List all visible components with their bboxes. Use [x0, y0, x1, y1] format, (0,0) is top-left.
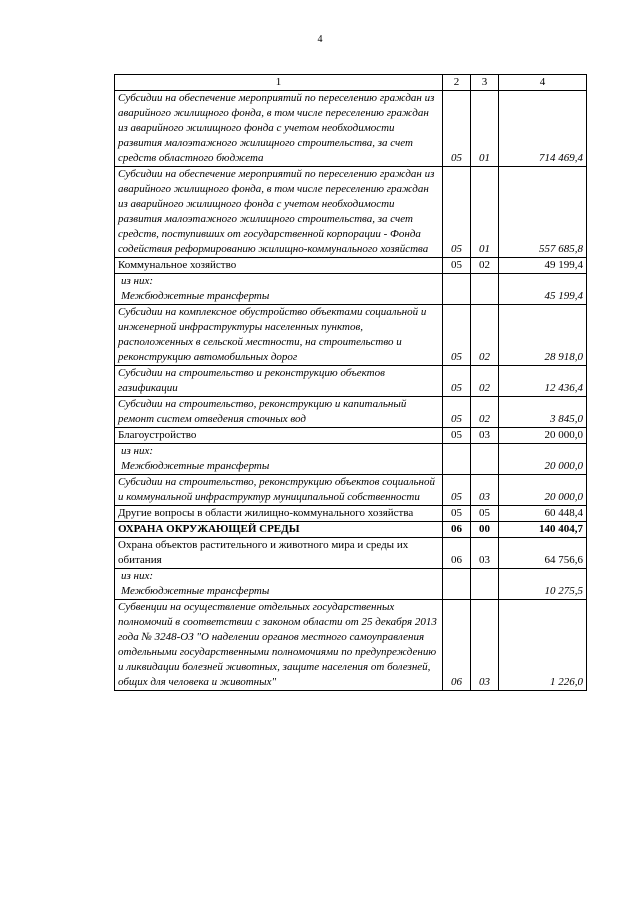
column-header-subsection: 3 — [471, 75, 499, 91]
row-amount: 20 000,0 — [499, 444, 587, 475]
row-subsection — [471, 444, 499, 475]
row-subsection — [471, 274, 499, 305]
row-section — [443, 569, 471, 600]
table-row — [115, 538, 587, 569]
row-amount: 12 436,4 — [499, 366, 587, 397]
row-subsection: 02 — [471, 258, 499, 274]
table-row — [115, 91, 587, 167]
row-name: Субсидии на комплексное обустройство объектами социальной и инженерной инфраструктуры населенных пунктов, расположенных в сельской местности, на строительство и реконструкцию автомобильных дорог — [115, 305, 443, 366]
row-name: Коммунальное хозяйство — [115, 258, 443, 274]
table-row — [115, 600, 587, 691]
column-header-name: 1 — [115, 75, 443, 91]
row-section — [443, 444, 471, 475]
row-subsection: 03 — [471, 600, 499, 691]
table-row — [115, 258, 587, 274]
row-amount: 140 404,7 — [499, 522, 587, 538]
row-section: 05 — [443, 506, 471, 522]
row-amount: 60 448,4 — [499, 506, 587, 522]
row-section: 05 — [443, 397, 471, 428]
row-section: 05 — [443, 305, 471, 366]
row-name: Другие вопросы в области жилищно-коммунального хозяйства — [115, 506, 443, 522]
table-row — [115, 397, 587, 428]
row-name: из них: Межбюджетные трансферты — [115, 274, 443, 305]
row-section: 05 — [443, 475, 471, 506]
column-header-section: 2 — [443, 75, 471, 91]
row-subsection: 01 — [471, 167, 499, 258]
row-name: Благоустройство — [115, 428, 443, 444]
row-subsection: 02 — [471, 305, 499, 366]
page-number: 4 — [317, 34, 323, 45]
table-row — [115, 444, 587, 475]
row-section — [443, 274, 471, 305]
row-amount: 28 918,0 — [499, 305, 587, 366]
budget-table — [114, 74, 587, 691]
row-amount: 10 275,5 — [499, 569, 587, 600]
row-subsection: 03 — [471, 428, 499, 444]
table-row — [115, 274, 587, 305]
row-section: 06 — [443, 538, 471, 569]
row-subsection: 03 — [471, 475, 499, 506]
table-row — [115, 506, 587, 522]
row-section: 06 — [443, 522, 471, 538]
row-section: 05 — [443, 91, 471, 167]
row-name: из них: Межбюджетные трансферты — [115, 444, 443, 475]
row-subsection: 01 — [471, 91, 499, 167]
row-amount: 45 199,4 — [499, 274, 587, 305]
row-amount: 20 000,0 — [499, 475, 587, 506]
row-section: 05 — [443, 428, 471, 444]
table-row — [115, 305, 587, 366]
row-name: Субсидии на обеспечение мероприятий по переселению граждан из аварийного жилищного фонда, в том числе переселению граждан из аварийного жилищного фонда с учетом необходимости развития малоэтажного жилищного строительства, за счет средств областного бюджета — [115, 91, 443, 167]
row-amount: 20 000,0 — [499, 428, 587, 444]
row-section: 05 — [443, 366, 471, 397]
table-header-row — [115, 75, 587, 91]
row-amount: 557 685,8 — [499, 167, 587, 258]
table-row — [115, 428, 587, 444]
row-amount: 3 845,0 — [499, 397, 587, 428]
table-row — [115, 167, 587, 258]
row-name: ОХРАНА ОКРУЖАЮЩЕЙ СРЕДЫ — [115, 522, 443, 538]
row-section: 06 — [443, 600, 471, 691]
row-subsection: 03 — [471, 538, 499, 569]
row-subsection: 05 — [471, 506, 499, 522]
column-header-amount: 4 — [499, 75, 587, 91]
row-subsection: 02 — [471, 397, 499, 428]
row-name: Охрана объектов растительного и животного мира и среды их обитания — [115, 538, 443, 569]
row-name: Субсидии на обеспечение мероприятий по переселению граждан из аварийного жилищного фонда, в том числе переселению граждан из аварийного жилищного фонда с учетом необходимости развития малоэтажного жилищного строительства, за счет средств, поступивших от государственной корпорации - Фонда содействия реформированию жилищно-коммунального хозяйства — [115, 167, 443, 258]
row-name: из них: Межбюджетные трансферты — [115, 569, 443, 600]
table-row — [115, 366, 587, 397]
row-name: Субсидии на строительство, реконструкцию объектов социальной и коммунальной инфраструктур муниципальной собственности — [115, 475, 443, 506]
row-name: Субсидии на строительство и реконструкцию объектов газификации — [115, 366, 443, 397]
row-section: 05 — [443, 167, 471, 258]
table-row — [115, 522, 587, 538]
row-subsection: 02 — [471, 366, 499, 397]
row-amount: 64 756,6 — [499, 538, 587, 569]
row-amount: 49 199,4 — [499, 258, 587, 274]
row-subsection — [471, 569, 499, 600]
row-subsection: 00 — [471, 522, 499, 538]
row-name: Субвенции на осуществление отдельных государственных полномочий в соответствии с законом области от 25 декабря 2013 года № 3248-ОЗ "О наделении органов местного самоуправления отдельными государственными полномочиями по предупреждению и ликвидации болезней животных, защите населения от болезней, общих для человека и животных" — [115, 600, 443, 691]
table-row — [115, 569, 587, 600]
table-row — [115, 475, 587, 506]
row-name: Субсидии на строительство, реконструкцию и капитальный ремонт систем отведения сточных вод — [115, 397, 443, 428]
row-amount: 1 226,0 — [499, 600, 587, 691]
row-amount: 714 469,4 — [499, 91, 587, 167]
row-section: 05 — [443, 258, 471, 274]
